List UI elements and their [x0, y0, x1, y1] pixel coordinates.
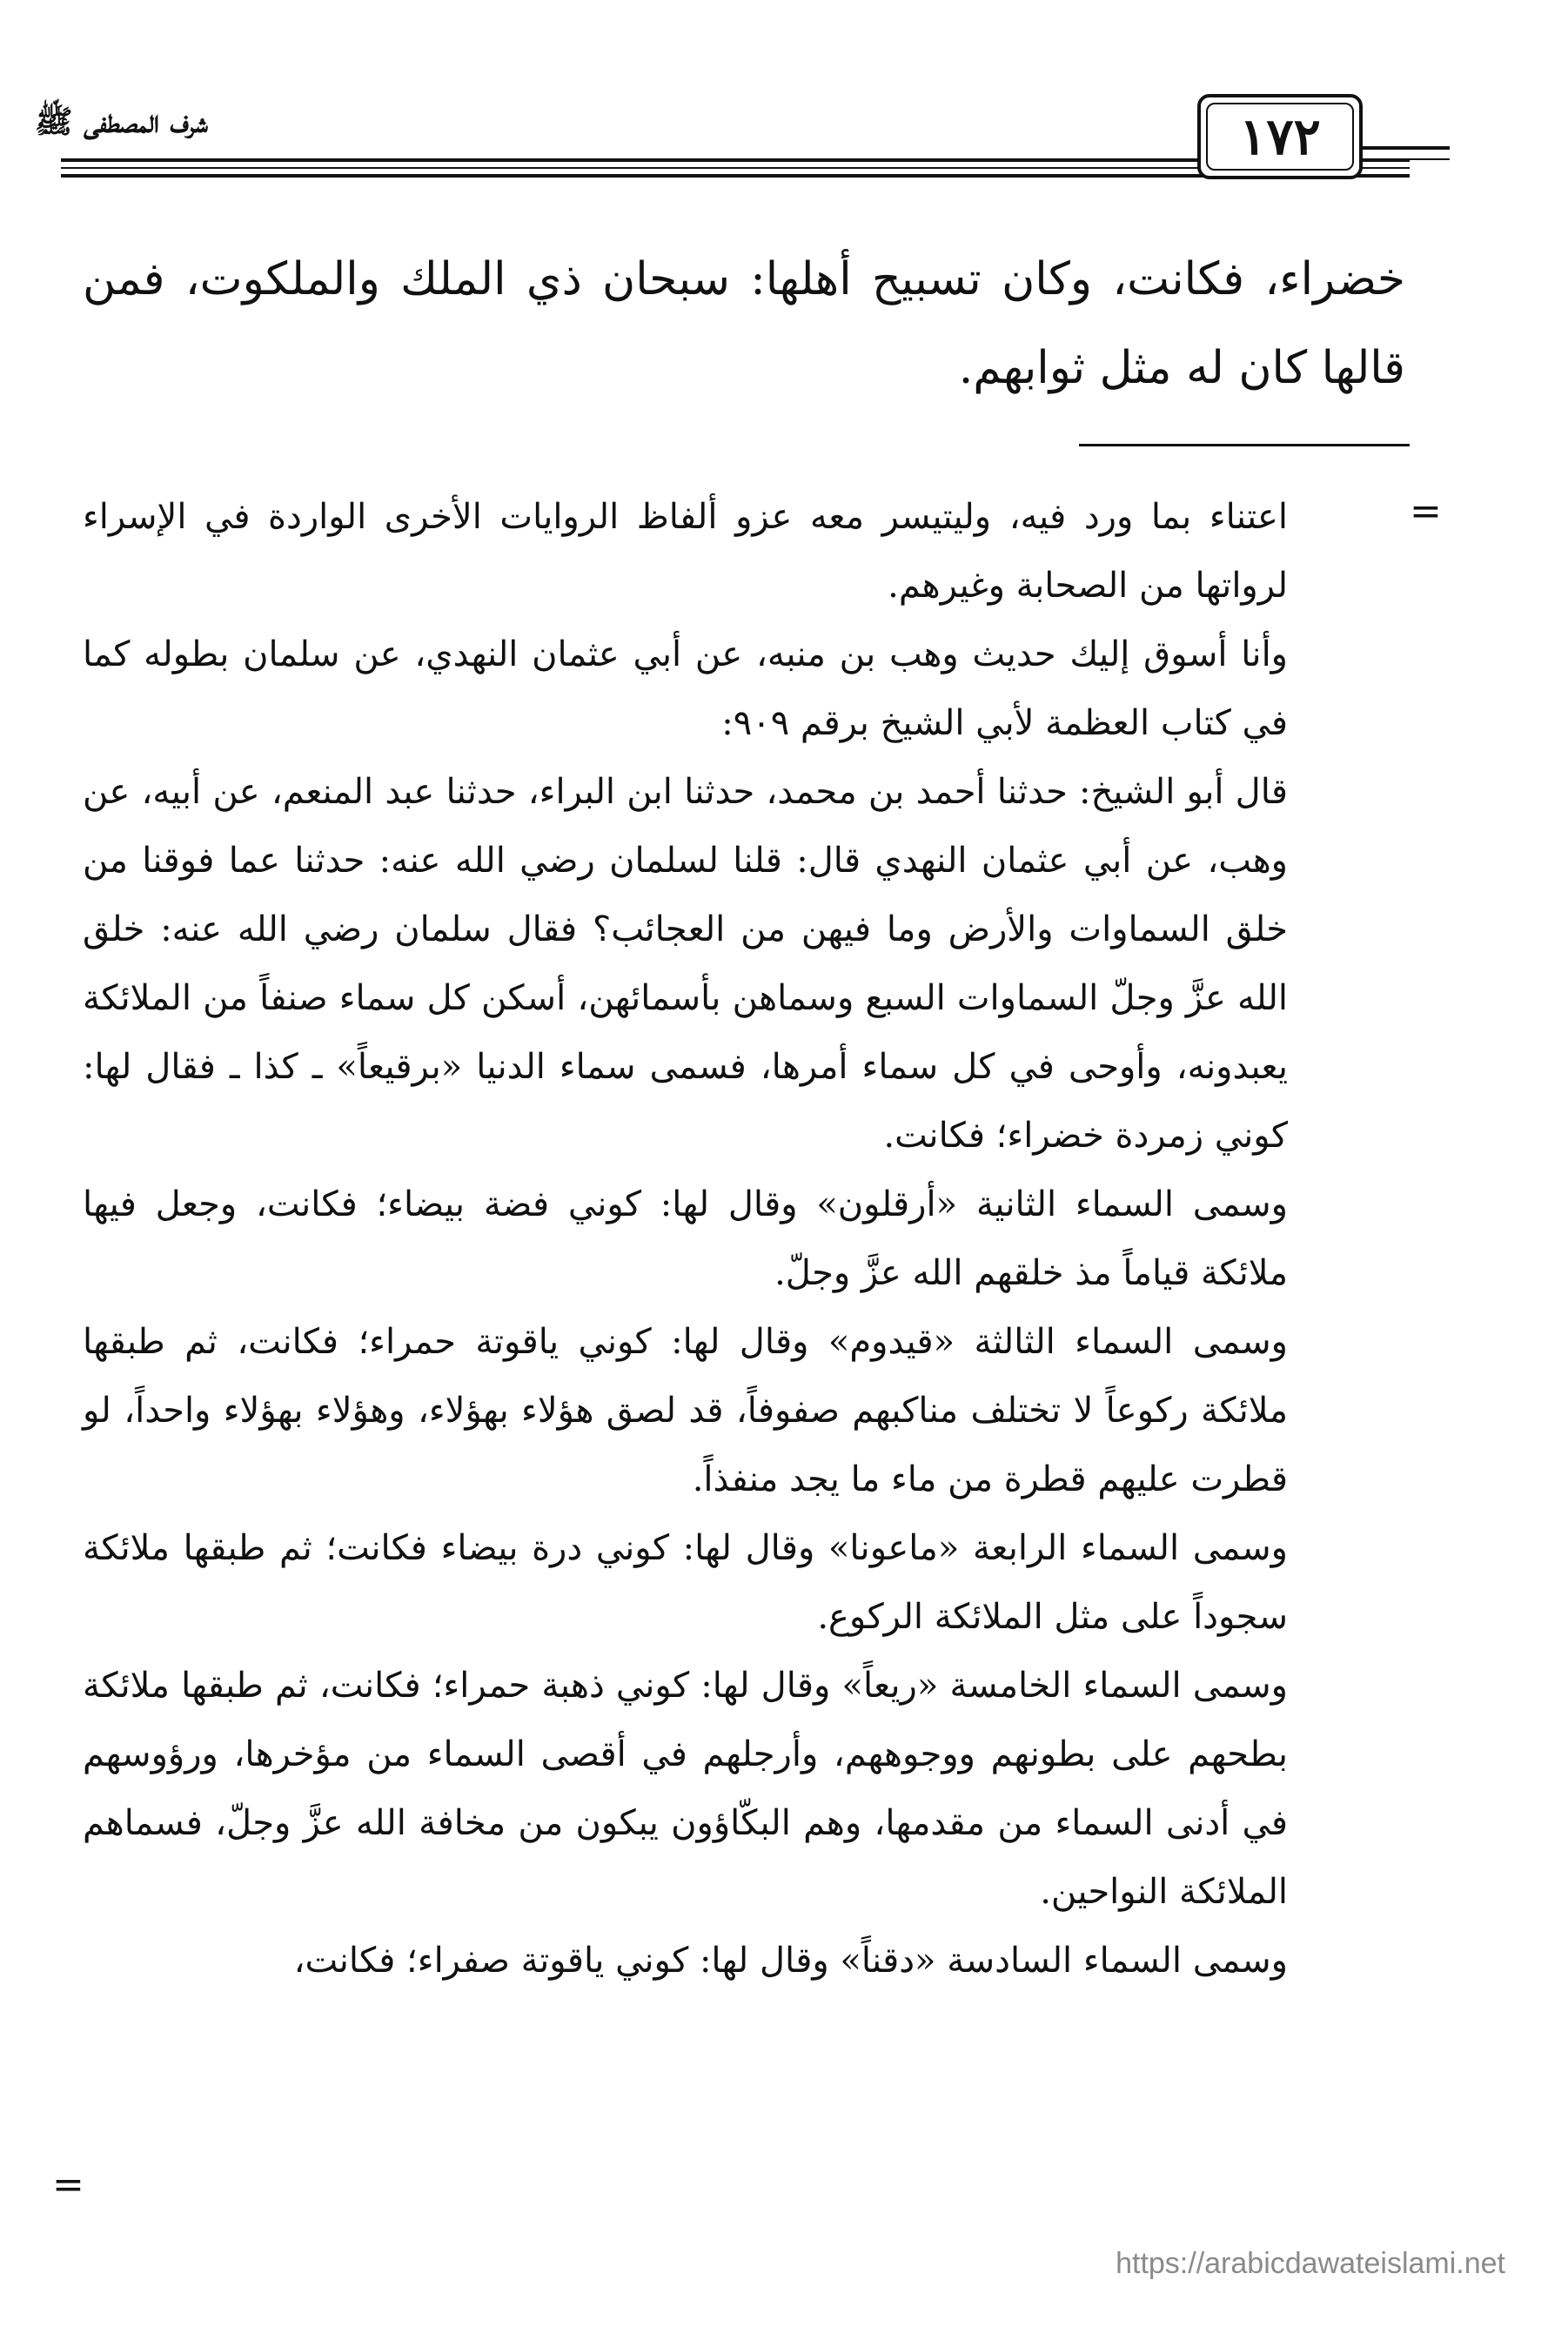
watermark-url: https://arabicdawateislami.net [1116, 2247, 1505, 2280]
footnote-paragraph: وأنا أسوق إليك حديث وهب بن منبه، عن أبي عثمان النهدي، عن سلمان بطوله كما في كتاب العظمة لأبي الشيخ برقم ٩٠٩: [83, 634, 1288, 743]
main-paragraph: خضراء، فكانت، وكان تسبيح أهلها: سبحان ذي الملك والملكوت، فمن قالها كان له مثل ثوابهم. [83, 253, 1406, 394]
running-head-book-title: شرف المصطفى ﷺ [35, 104, 208, 140]
header-rule-right [1363, 146, 1450, 150]
header-rule-right [1363, 158, 1450, 160]
footnote-block [83, 483, 1288, 1995]
footnote-paragraph: وسمى السماء السادسة «دقناً» وقال لها: كوني ياقوتة صفراء؛ فكانت، [293, 1941, 1288, 1981]
footnote-paragraph: وسمى السماء الثانية «أرقلون» وقال لها: كوني فضة بيضاء؛ فكانت، وجعل فيها ملائكة قياماً مذ خلقهم الله عزَّ وجلّ. [83, 1184, 1288, 1293]
footnote-paragraph: اعتناء بما ورد فيه، وليتيسر معه عزو ألفاظ الروايات الأخرى الواردة في الإسراء لرواتها من الصحابة وغيرهم. [83, 497, 1288, 606]
footnote-continuation-marker-end: = [52, 2163, 84, 2207]
main-text [83, 235, 1405, 412]
footnote-paragraph: وسمى السماء الرابعة «ماعونا» وقال لها: كوني درة بيضاء فكانت؛ ثم طبقها ملائكة سجوداً على مثل الملائكة الركوع. [83, 1528, 1288, 1637]
footnote-separator [1079, 444, 1410, 446]
footnote-paragraph: وسمى السماء الخامسة «ريعاً» وقال لها: كوني ذهبة حمراء؛ فكانت، ثم طبقها ملائكة بطحهم على بطونهم ووجوههم، وأرجلهم في أقصى السماء من مؤخرها، ورؤوسهم في أدنى السماء من مقدمها، وهم البكّاؤون يبكون من مخافة الله عزَّ وجلّ، فسماهم الملائكة النواحين. [83, 1666, 1288, 1912]
footnote-paragraph: وسمى السماء الثالثة «قيدوم» وقال لها: كوني ياقوتة حمراء؛ فكانت، ثم طبقها ملائكة ركوعاً لا تختلف مناكبهم صفوفاً، قد لصق هؤلاء بهؤلاء، وهؤلاء بهؤلاء واحداً، لو قطرت عليهم قطرة من ماء ما يجد منفذاً. [83, 1322, 1288, 1499]
page-number-frame [1197, 94, 1363, 179]
footnote-paragraph: قال أبو الشيخ: حدثنا أحمد بن محمد، حدثنا ابن البراء، حدثنا عبد المنعم، عن أبيه، عن وهب، عن أبي عثمان النهدي قال: قلنا لسلمان رضي الله عنه: حدثنا عما فوقنا من خلق السماوات والأرض وما فيهن من العجائب؟ فقال سلمان رضي الله عنه: خلق الله عزَّ وجلّ السماوات السبع وسماهن بأسمائهن، أسكن كل سماء صنفاً من الملائكة يعبدونه، وأوحى في كل سماء أمرها، فسمى سماء الدنيا «برقيعاً» ـ كذا ـ فقال لها: كوني زمردة خضراء؛ فكانت. [83, 772, 1288, 1156]
footnote-continuation-marker: = [1410, 489, 1442, 533]
page-number: ١٧٢ [1206, 103, 1354, 171]
